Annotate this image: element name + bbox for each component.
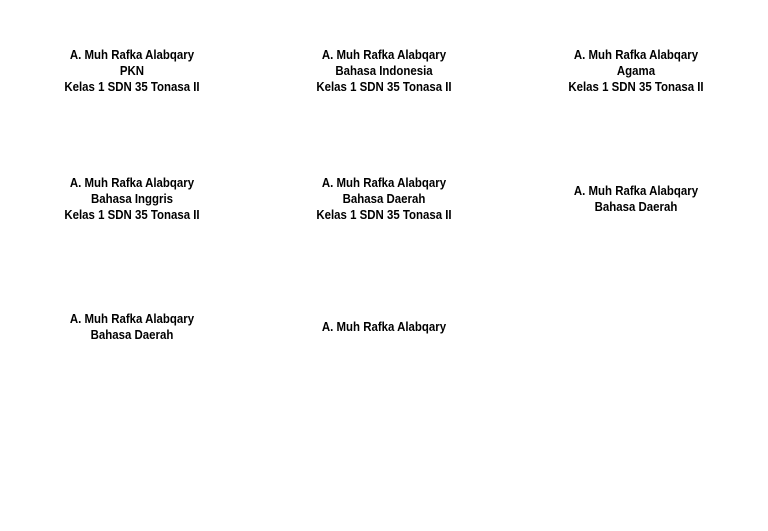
- subject-name: PKN: [119, 63, 145, 78]
- student-name: A. Muh Rafka Alabqary: [321, 319, 447, 334]
- class-name: Kelas 1 SDN 35 Tonasa II: [64, 79, 200, 94]
- class-name: Kelas 1 SDN 35 Tonasa II: [64, 207, 200, 222]
- book-label: [12, 311, 252, 343]
- student-name: A. Muh Rafka Alabqary: [69, 175, 195, 190]
- subject-name: Bahasa Daerah: [594, 199, 678, 214]
- book-label: [516, 47, 756, 95]
- book-label: [12, 175, 252, 223]
- subject-name: Bahasa Inggris: [90, 191, 174, 206]
- student-name: A. Muh Rafka Alabqary: [321, 47, 447, 62]
- book-label: [12, 47, 252, 95]
- student-name: A. Muh Rafka Alabqary: [321, 175, 447, 190]
- class-name: Kelas 1 SDN 35 Tonasa II: [568, 79, 704, 94]
- subject-name: Bahasa Daerah: [90, 327, 174, 342]
- student-name: A. Muh Rafka Alabqary: [573, 183, 699, 198]
- student-name: A. Muh Rafka Alabqary: [69, 47, 195, 62]
- student-name: A. Muh Rafka Alabqary: [69, 311, 195, 326]
- book-label: [264, 175, 504, 223]
- book-label: [264, 47, 504, 95]
- subject-name: Bahasa Daerah: [342, 191, 426, 206]
- book-label: [264, 319, 504, 335]
- book-label: [516, 183, 756, 215]
- subject-name: Agama: [616, 63, 656, 78]
- subject-name: Bahasa Indonesia: [335, 63, 433, 78]
- class-name: Kelas 1 SDN 35 Tonasa II: [316, 207, 452, 222]
- class-name: Kelas 1 SDN 35 Tonasa II: [316, 79, 452, 94]
- student-name: A. Muh Rafka Alabqary: [573, 47, 699, 62]
